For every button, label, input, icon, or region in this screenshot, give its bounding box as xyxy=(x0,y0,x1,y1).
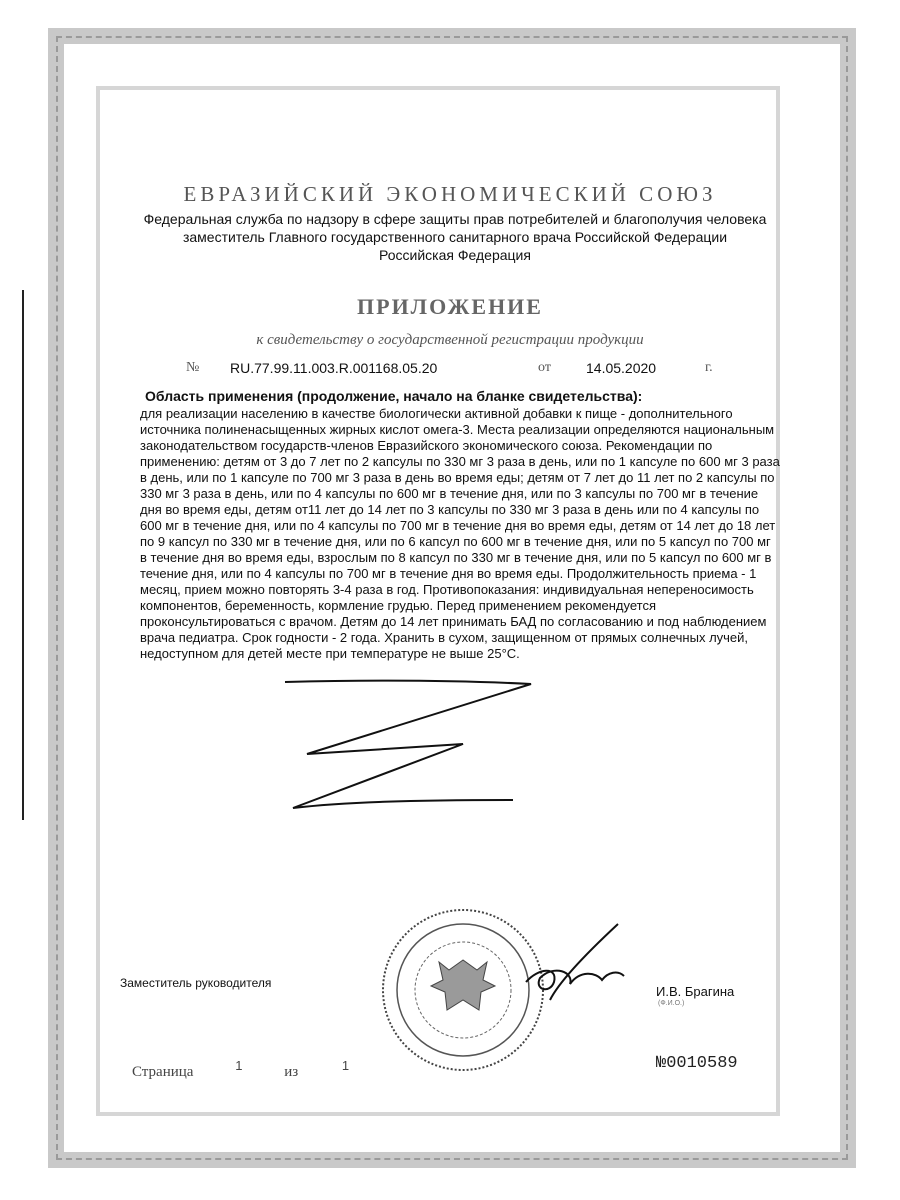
form-number: №0010589 xyxy=(656,1054,738,1073)
union-title: ЕВРАЗИЙСКИЙ ЭКОНОМИЧЕСКИЙ СОЮЗ xyxy=(183,182,717,206)
page-number: 1 xyxy=(235,1058,243,1073)
of-word: из xyxy=(284,1064,299,1080)
number-sign: № xyxy=(186,360,200,375)
annex-title: ПРИЛОЖЕНИЕ xyxy=(357,294,543,319)
agency-line-2: заместитель Главного государственного санитарного врача Российской Федерации xyxy=(182,229,728,245)
deputy-label: Заместитель руководителя xyxy=(120,976,272,990)
agency-line-1: Федеральная служба по надзору в сфере защиты прав потребителей и благополучия человека xyxy=(143,211,767,227)
page-counter xyxy=(132,1058,349,1081)
scope-heading: Область применения (продолжение, начало на бланке свидетельства): xyxy=(145,388,643,404)
agency-block xyxy=(140,210,770,264)
handwritten-signature xyxy=(520,920,630,1010)
annex-subtitle: к свидетельству о государственной регистрации продукции xyxy=(256,332,644,348)
signer-caption: (Ф.И.О.) xyxy=(658,1000,685,1007)
year-suffix: г. xyxy=(705,360,713,375)
from-label: от xyxy=(538,360,551,375)
registration-number: RU.77.99.11.003.R.001168.05.20 xyxy=(230,360,438,376)
registration-date: 14.05.2020 xyxy=(586,360,657,376)
agency-line-3: Российская Федерация xyxy=(379,247,531,263)
page-word: Страница xyxy=(132,1064,194,1080)
page-total: 1 xyxy=(341,1058,350,1073)
scan-edge-line xyxy=(22,290,24,820)
signer-name: И.В. Брагина xyxy=(656,984,735,999)
scope-body: для реализации населению в качестве биологически активной добавки к пище - дополнительного источника полиненасыщенных жирных кислот омега-3. Места реализации определяются национальным законодательством государств-членов Евразийского экономического союза. Рекомендации по применению: детям от 3 до 7 лет по 2 капсулы по 330 мг 3 раза в день, или по 1 капсуле по 600 мг 3 раза в день, или по 1 капсуле по 700 мг 3 раза в день во время еды; детям от 7 лет до 11 лет по 2 капсулы по 330 мг 3 раза в день, или по 4 капсулы по 600 мг в течение дня, или по 3 капсулы по 700 мг в течение дня во время еды, детям от11 лет до 14 лет по 3 капсулы по 330 мг 3 раза в день или по 4 капсулы по 600 мг в течение дня, или по 4 капсулы по 700 мг в течение дня во время еды, детям от 14 лет до 18 лет по 9 капсул по 330 мг в течение дня, или по 6 капсул по 600 мг в течение дня, или по 5 капсул по 700 мг в течение дня во время еды, взрослым по 8 капсул по 330 мг в течение дня, или по 5 капсул по 600 мг в течение дня, или по 4 капсулы по 700 мг в течение дня во время еды. Продолжительность приема - 1 месяц, прием можно повторять 3-4 раза в год. Противопоказания: индивидуальная непереносимость компонентов, беременность, кормление грудью. Перед применением рекомендуется проконсультироваться с врачом. Детям до 14 лет принимать БАД по согласованию и под наблюдением врача педиатра. Срок годности - 2 года. Хранить в сухом, защищенном от прямых солнечных лучей, недоступном для детей месте при температуре не выше 25°С. xyxy=(140,406,780,661)
z-strike-mark xyxy=(283,678,533,813)
